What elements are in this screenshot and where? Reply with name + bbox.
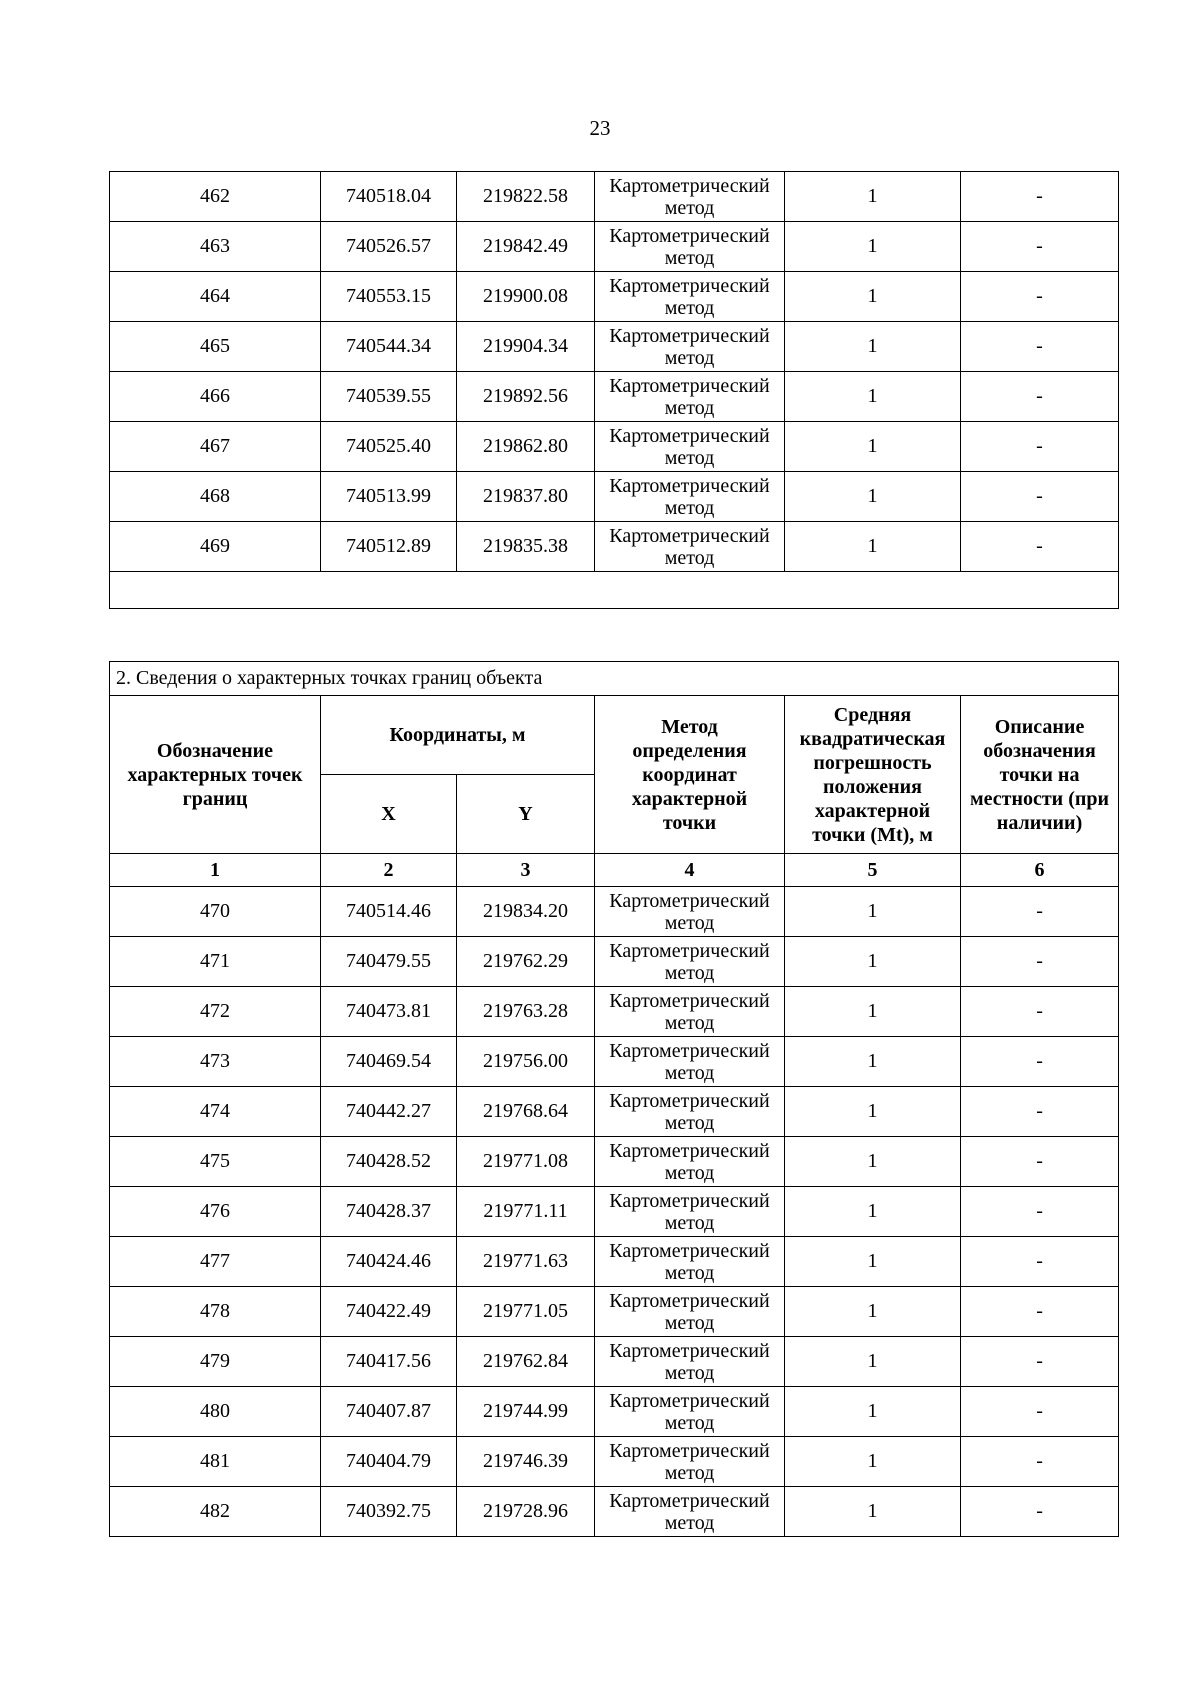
method-cell: Картометрический метод <box>595 1437 785 1487</box>
table1-body <box>110 172 1119 609</box>
y-cell: 219756.00 <box>457 1037 595 1087</box>
point-cell: 473 <box>110 1037 321 1087</box>
mt-cell: 1 <box>785 1037 961 1087</box>
table-row <box>110 372 1119 422</box>
point-cell: 481 <box>110 1437 321 1487</box>
x-cell: 740428.37 <box>321 1187 457 1237</box>
table-row <box>110 1037 1119 1087</box>
y-cell: 219771.11 <box>457 1187 595 1237</box>
section-title-row <box>110 662 1119 696</box>
header-x: X <box>321 775 457 854</box>
method-cell: Картометрический метод <box>595 1087 785 1137</box>
mt-cell: 1 <box>785 372 961 422</box>
description-cell: - <box>961 887 1119 937</box>
method-cell: Картометрический метод <box>595 1487 785 1537</box>
y-cell: 219862.80 <box>457 422 595 472</box>
x-cell: 740544.34 <box>321 322 457 372</box>
table-row <box>110 322 1119 372</box>
description-cell: - <box>961 1437 1119 1487</box>
x-cell: 740469.54 <box>321 1037 457 1087</box>
point-cell: 476 <box>110 1187 321 1237</box>
y-cell: 219771.08 <box>457 1137 595 1187</box>
description-cell: - <box>961 422 1119 472</box>
x-cell: 740428.52 <box>321 1137 457 1187</box>
method-cell: Картометрический метод <box>595 1287 785 1337</box>
x-cell: 740525.40 <box>321 422 457 472</box>
x-cell: 740514.46 <box>321 887 457 937</box>
y-cell: 219904.34 <box>457 322 595 372</box>
mt-cell: 1 <box>785 222 961 272</box>
method-cell: Картометрический метод <box>595 372 785 422</box>
page-number: 23 <box>589 116 611 140</box>
mt-cell: 1 <box>785 1487 961 1537</box>
mt-cell: 1 <box>785 1237 961 1287</box>
description-cell: - <box>961 987 1119 1037</box>
table-row <box>110 422 1119 472</box>
table-row <box>110 222 1119 272</box>
method-cell: Картометрический метод <box>595 987 785 1037</box>
point-cell: 464 <box>110 272 321 322</box>
point-cell: 475 <box>110 1137 321 1187</box>
y-cell: 219900.08 <box>457 272 595 322</box>
point-cell: 465 <box>110 322 321 372</box>
method-cell: Картометрический метод <box>595 522 785 572</box>
x-cell: 740479.55 <box>321 937 457 987</box>
description-cell: - <box>961 1387 1119 1437</box>
table-row <box>110 1287 1119 1337</box>
description-cell: - <box>961 1187 1119 1237</box>
table-row <box>110 1387 1119 1437</box>
x-cell: 740553.15 <box>321 272 457 322</box>
description-cell: - <box>961 1037 1119 1087</box>
y-cell: 219762.29 <box>457 937 595 987</box>
y-cell: 219835.38 <box>457 522 595 572</box>
point-cell: 470 <box>110 887 321 937</box>
x-cell: 740392.75 <box>321 1487 457 1537</box>
x-cell: 740518.04 <box>321 172 457 222</box>
mt-cell: 1 <box>785 1087 961 1137</box>
table-row <box>110 937 1119 987</box>
column-number: 5 <box>785 854 961 887</box>
mt-cell: 1 <box>785 472 961 522</box>
description-cell: - <box>961 272 1119 322</box>
y-cell: 219834.20 <box>457 887 595 937</box>
header-mt: Средняя квадратическая погрешность положения характерной точки (Mt), м <box>785 696 961 854</box>
point-cell: 468 <box>110 472 321 522</box>
method-cell: Картометрический метод <box>595 222 785 272</box>
mt-cell: 1 <box>785 1287 961 1337</box>
y-cell: 219837.80 <box>457 472 595 522</box>
mt-cell: 1 <box>785 422 961 472</box>
table-row <box>110 272 1119 322</box>
method-cell: Картометрический метод <box>595 172 785 222</box>
description-cell: - <box>961 322 1119 372</box>
table-row <box>110 987 1119 1037</box>
x-cell: 740512.89 <box>321 522 457 572</box>
method-cell: Картометрический метод <box>595 272 785 322</box>
point-cell: 482 <box>110 1487 321 1537</box>
table-row <box>110 472 1119 522</box>
method-cell: Картометрический метод <box>595 887 785 937</box>
mt-cell: 1 <box>785 172 961 222</box>
description-cell: - <box>961 937 1119 987</box>
point-cell: 477 <box>110 1237 321 1287</box>
empty-cell <box>110 572 1119 609</box>
mt-cell: 1 <box>785 1137 961 1187</box>
y-cell: 219746.39 <box>457 1437 595 1487</box>
header-description: Описание обозначения точки на местности (при наличии) <box>961 696 1119 854</box>
method-cell: Картометрический метод <box>595 1237 785 1287</box>
description-cell: - <box>961 1087 1119 1137</box>
header-row <box>110 696 1119 775</box>
table-row <box>110 1137 1119 1187</box>
x-cell: 740539.55 <box>321 372 457 422</box>
description-cell: - <box>961 222 1119 272</box>
description-cell: - <box>961 1237 1119 1287</box>
mt-cell: 1 <box>785 272 961 322</box>
point-cell: 463 <box>110 222 321 272</box>
table2-body <box>110 662 1119 1537</box>
description-cell: - <box>961 472 1119 522</box>
table-row <box>110 1437 1119 1487</box>
table-row <box>110 1337 1119 1387</box>
table-row <box>110 1087 1119 1137</box>
column-number: 3 <box>457 854 595 887</box>
y-cell: 219771.63 <box>457 1237 595 1287</box>
point-cell: 480 <box>110 1387 321 1437</box>
table-row <box>110 1487 1119 1537</box>
y-cell: 219822.58 <box>457 172 595 222</box>
section-title: 2. Сведения о характерных точках границ объекта <box>110 662 1119 696</box>
y-cell: 219892.56 <box>457 372 595 422</box>
mt-cell: 1 <box>785 987 961 1037</box>
x-cell: 740526.57 <box>321 222 457 272</box>
x-cell: 740424.46 <box>321 1237 457 1287</box>
y-cell: 219771.05 <box>457 1287 595 1337</box>
point-cell: 479 <box>110 1337 321 1387</box>
mt-cell: 1 <box>785 1387 961 1437</box>
point-cell: 466 <box>110 372 321 422</box>
column-number: 4 <box>595 854 785 887</box>
point-cell: 471 <box>110 937 321 987</box>
empty-row <box>110 572 1119 609</box>
table-row <box>110 522 1119 572</box>
description-cell: - <box>961 1337 1119 1387</box>
method-cell: Картометрический метод <box>595 422 785 472</box>
y-cell: 219763.28 <box>457 987 595 1037</box>
column-number: 6 <box>961 854 1119 887</box>
y-cell: 219842.49 <box>457 222 595 272</box>
x-cell: 740407.87 <box>321 1387 457 1437</box>
table-row <box>110 172 1119 222</box>
description-cell: - <box>961 1137 1119 1187</box>
header-coordinates: Координаты, м <box>321 696 595 775</box>
header-point: Обозначение характерных точек границ <box>110 696 321 854</box>
method-cell: Картометрический метод <box>595 1137 785 1187</box>
column-number: 1 <box>110 854 321 887</box>
y-cell: 219744.99 <box>457 1387 595 1437</box>
header-y: Y <box>457 775 595 854</box>
description-cell: - <box>961 172 1119 222</box>
description-cell: - <box>961 522 1119 572</box>
mt-cell: 1 <box>785 1437 961 1487</box>
point-cell: 474 <box>110 1087 321 1137</box>
mt-cell: 1 <box>785 522 961 572</box>
method-cell: Картометрический метод <box>595 1187 785 1237</box>
column-number: 2 <box>321 854 457 887</box>
table-row <box>110 1187 1119 1237</box>
y-cell: 219762.84 <box>457 1337 595 1387</box>
point-cell: 478 <box>110 1287 321 1337</box>
point-cell: 469 <box>110 522 321 572</box>
description-cell: - <box>961 1487 1119 1537</box>
y-cell: 219768.64 <box>457 1087 595 1137</box>
x-cell: 740513.99 <box>321 472 457 522</box>
method-cell: Картометрический метод <box>595 322 785 372</box>
point-cell: 472 <box>110 987 321 1037</box>
mt-cell: 1 <box>785 1337 961 1387</box>
method-cell: Картометрический метод <box>595 1037 785 1087</box>
x-cell: 740417.56 <box>321 1337 457 1387</box>
point-cell: 462 <box>110 172 321 222</box>
mt-cell: 1 <box>785 937 961 987</box>
x-cell: 740442.27 <box>321 1087 457 1137</box>
x-cell: 740404.79 <box>321 1437 457 1487</box>
method-cell: Картометрический метод <box>595 1387 785 1437</box>
boundary-points-table <box>109 661 1119 1537</box>
method-cell: Картометрический метод <box>595 937 785 987</box>
description-cell: - <box>961 372 1119 422</box>
method-cell: Картометрический метод <box>595 472 785 522</box>
x-cell: 740473.81 <box>321 987 457 1037</box>
table-row <box>110 887 1119 937</box>
mt-cell: 1 <box>785 322 961 372</box>
coordinates-table-continued <box>109 171 1119 609</box>
method-cell: Картометрический метод <box>595 1337 785 1387</box>
mt-cell: 1 <box>785 887 961 937</box>
y-cell: 219728.96 <box>457 1487 595 1537</box>
point-cell: 467 <box>110 422 321 472</box>
header-method: Метод определения координат характерной точки <box>595 696 785 854</box>
x-cell: 740422.49 <box>321 1287 457 1337</box>
table-row <box>110 1237 1119 1287</box>
mt-cell: 1 <box>785 1187 961 1237</box>
column-numbers-row <box>110 854 1119 887</box>
description-cell: - <box>961 1287 1119 1337</box>
